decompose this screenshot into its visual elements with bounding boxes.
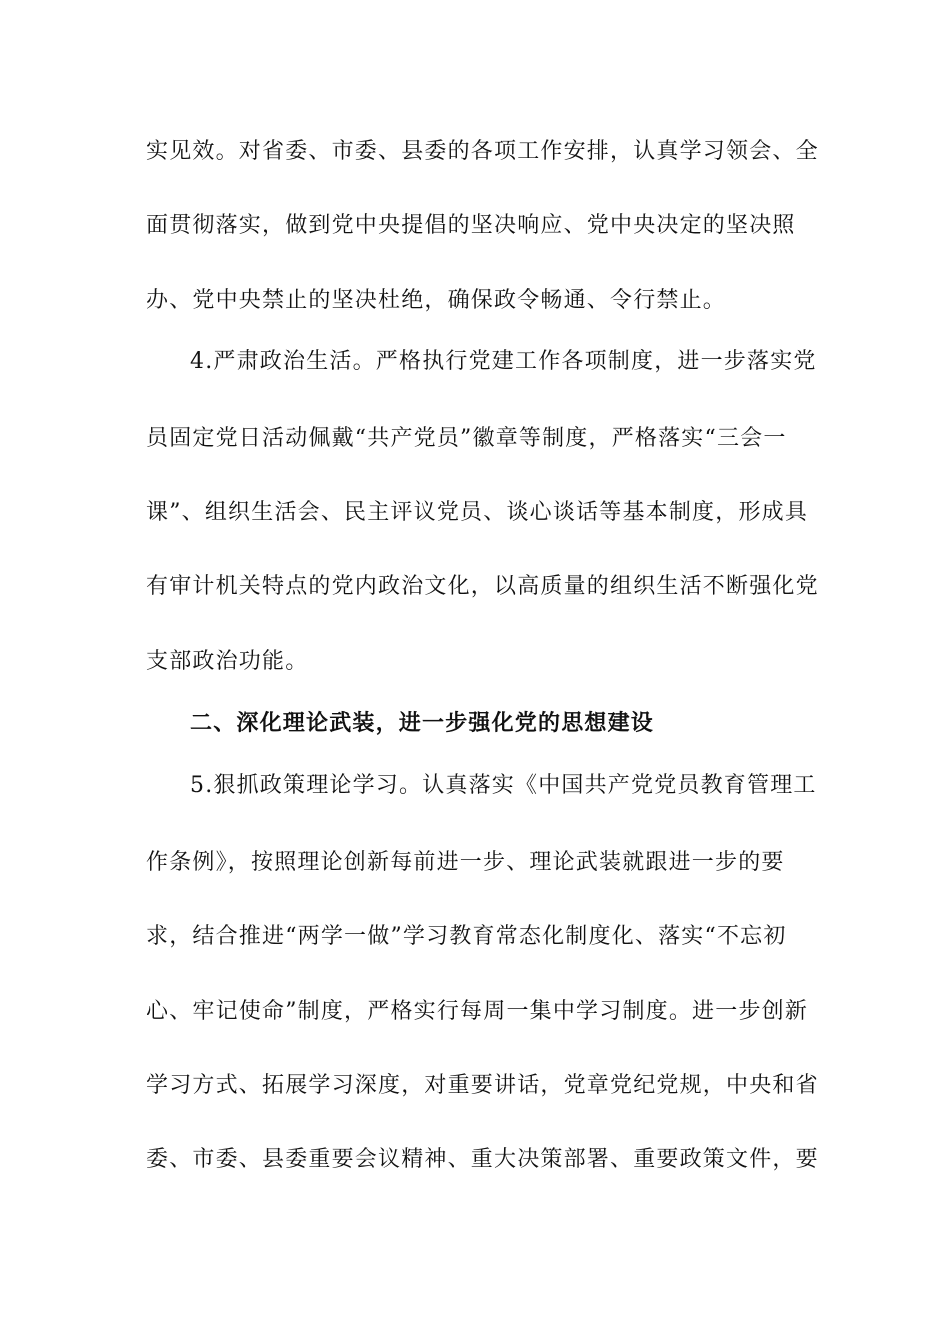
- text-line: 委、市委、县委重要会议精神、重大决策部署、重要政策文件，要: [146, 1147, 819, 1172]
- text-line: 课”、组织生活会、民主评议党员、谈心谈话等基本制度，形成具: [146, 500, 809, 525]
- text-line: 面贯彻落实，做到党中央提倡的坚决响应、党中央决定的坚决照: [146, 213, 796, 238]
- text-line: 求，结合推进“两学一做”学习教育常态化制度化、落实“不忘初: [146, 924, 787, 949]
- text-line: 4.严肃政治生活。严格执行党建工作各项制度，进一步落实党: [190, 349, 817, 374]
- text-line: 实见效。对省委、市委、县委的各项工作安排，认真学习领会、全: [146, 139, 819, 164]
- text-line: 心、牢记使命”制度，严格实行每周一集中学习制度。进一步创新: [146, 999, 809, 1024]
- text-line: 5.狠抓政策理论学习。认真落实《中国共产党党员教育管理工: [190, 773, 817, 798]
- text-line: 作条例》，按照理论创新每前进一步、理论武装就跟进一步的要: [146, 850, 785, 875]
- section-heading: 二、深化理论武装，进一步强化党的思想建设: [190, 711, 655, 736]
- text-line: 办、党中央禁止的坚决杜绝，确保政令畅通、令行禁止。: [146, 288, 727, 313]
- text-line: 学习方式、拓展学习深度，对重要讲话，党章党纪党规，中央和省: [146, 1073, 819, 1098]
- text-line: 有审计机关特点的党内政治文化，以高质量的组织生活不断强化党: [146, 574, 819, 599]
- text-line: 支部政治功能。: [146, 649, 309, 674]
- text-line: 员固定党日活动佩戴“共产党员”徽章等制度，严格落实“三会一: [146, 426, 787, 451]
